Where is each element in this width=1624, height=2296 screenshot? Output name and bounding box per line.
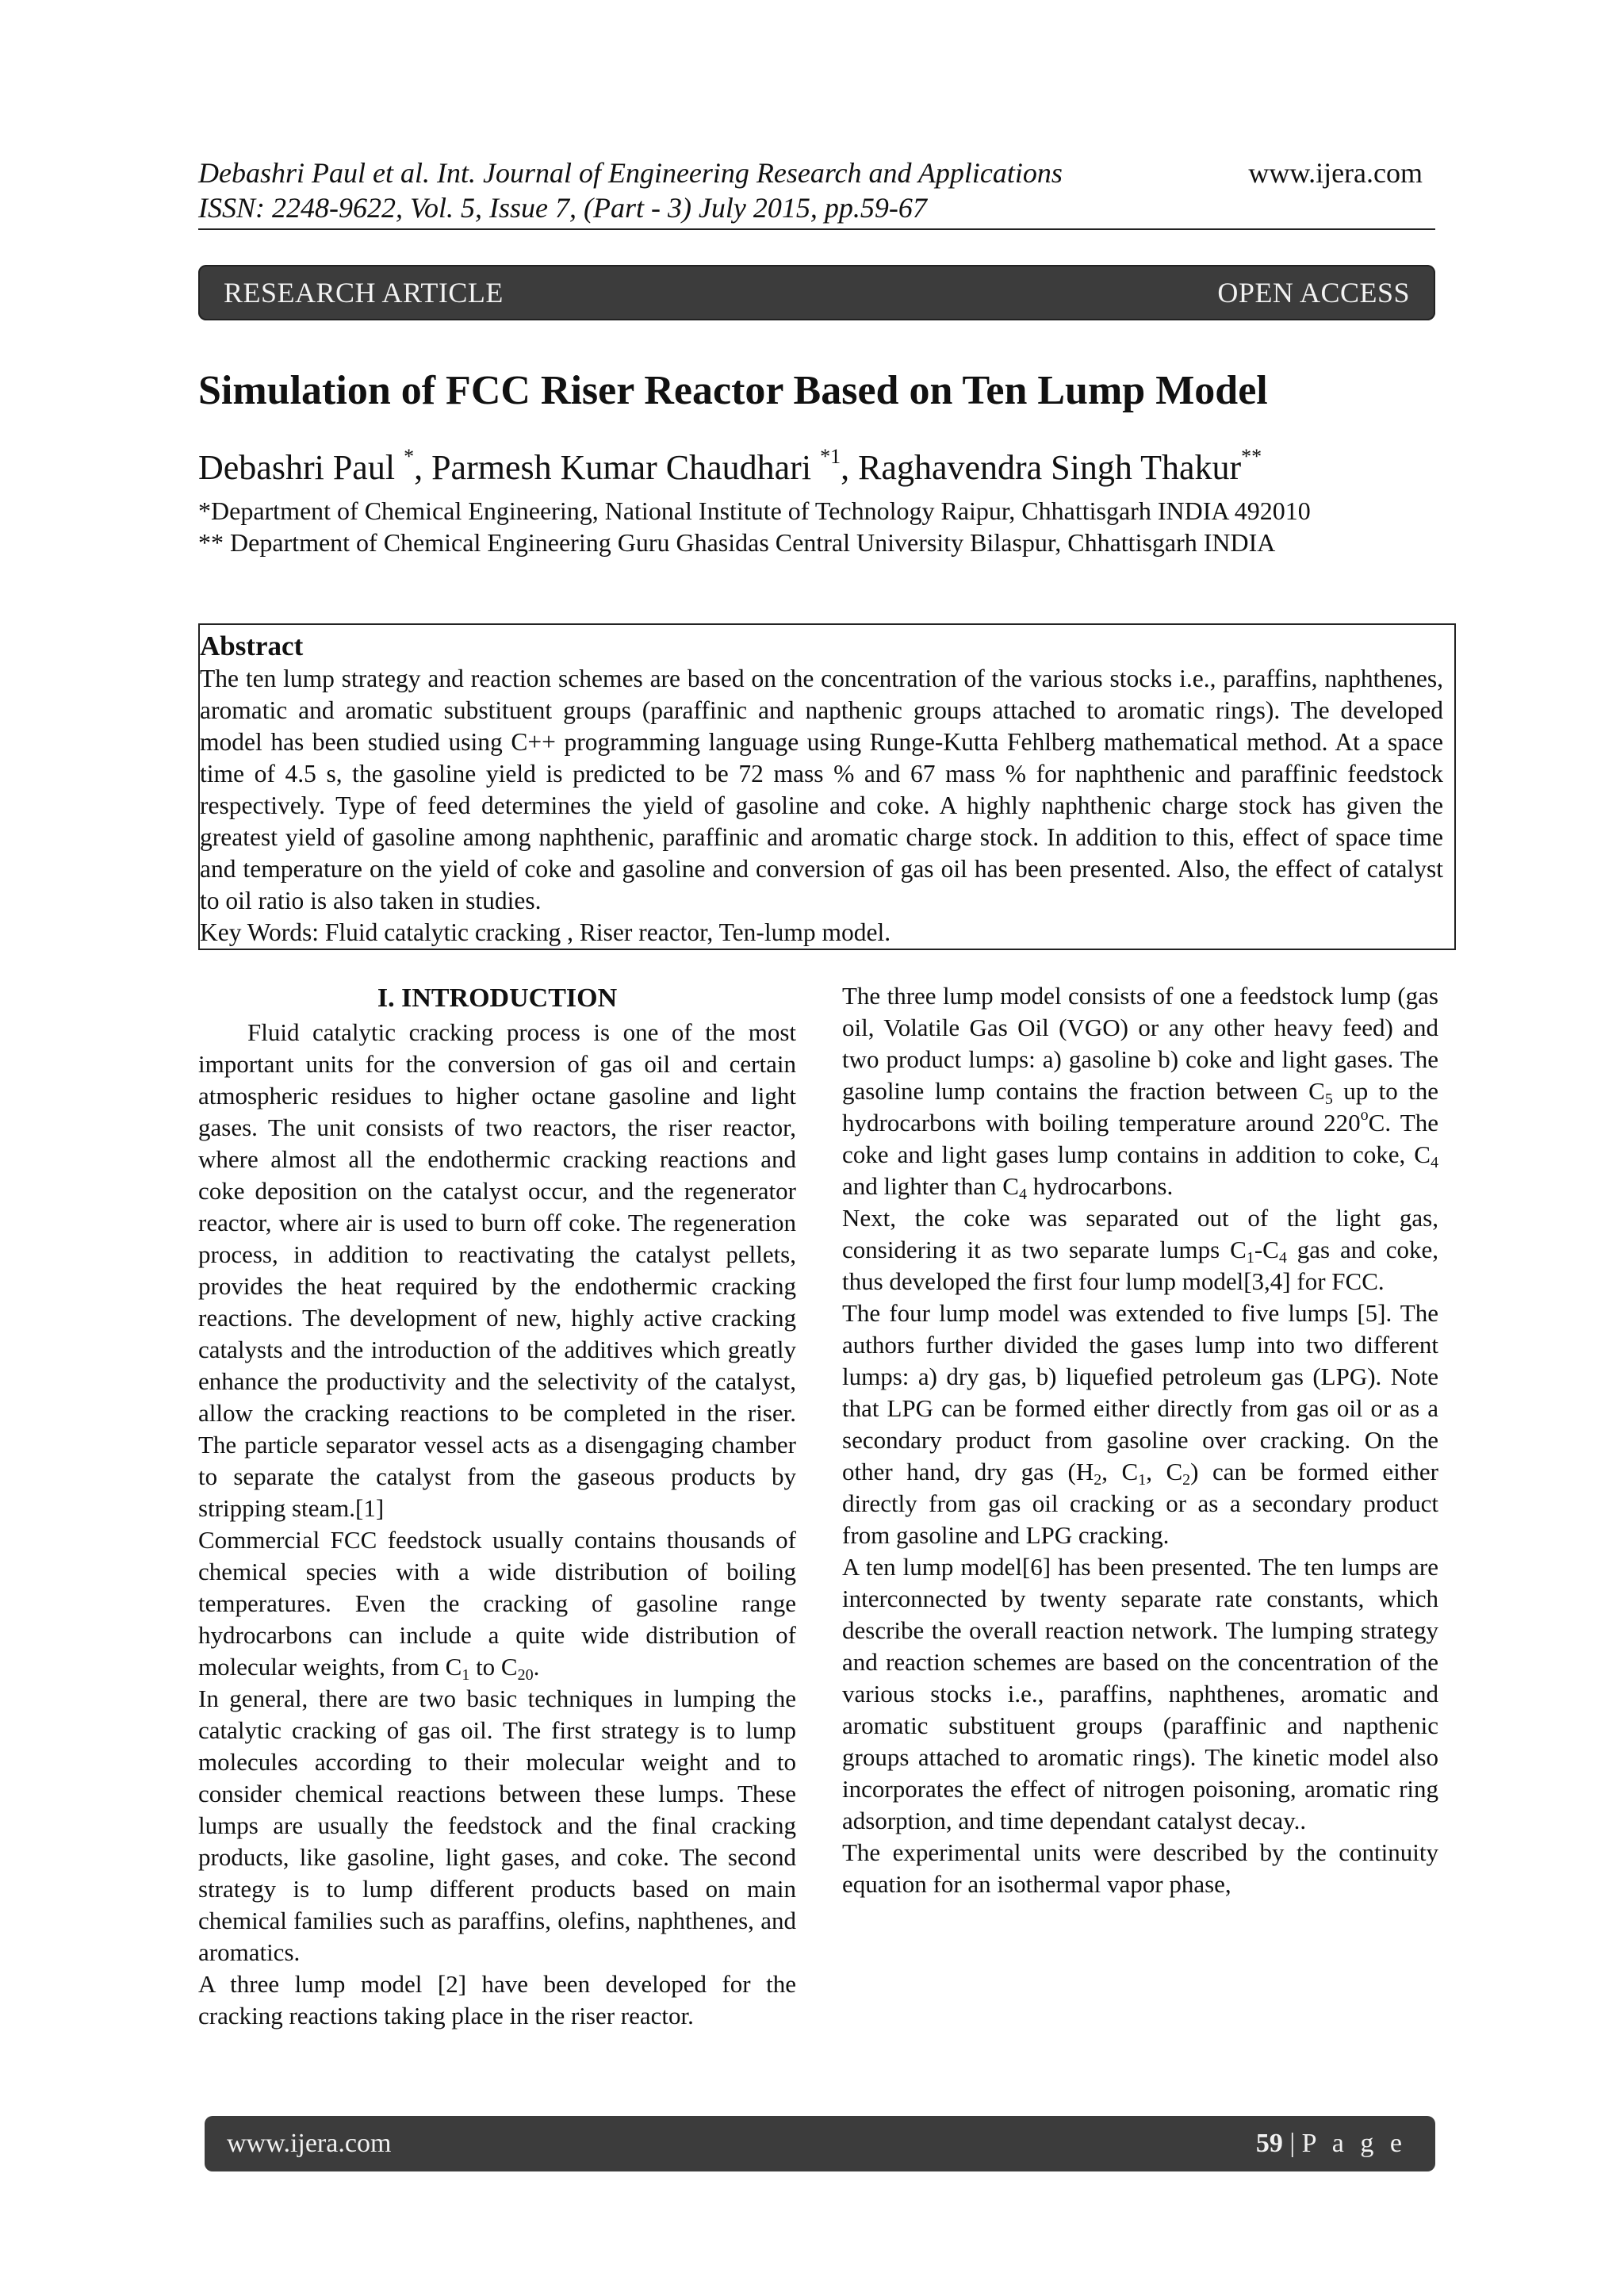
left-column (198, 982, 796, 2032)
author-3: , Raghavendra Singh Thakur (841, 448, 1242, 487)
right-paragraph-2: Next, the coke was separated out of the light gas, considering it as two separate lumps $C_1-C_4$ gas and coke, thus developed the first four lump model[3,4] for FCC. (842, 1204, 1438, 1295)
affiliation-2: ** Department of Chemical Engineering Guru Ghasidas Central University Bilaspur, Chhattisgarh INDIA (198, 528, 1276, 557)
open-access-label: OPEN ACCESS (1217, 277, 1410, 309)
author-3-mark: ** (1241, 445, 1262, 468)
footer-bar (205, 2116, 1435, 2171)
intro-paragraph-1: Fluid catalytic cracking process is one of the most important units for the conversion of gas oil and certain atmospheric residues to higher octane gasoline and light gases. The unit consists of two reactors, the riser reactor, where almost all the endothermic cracking reactions and coke deposition on the catalyst occur, and the regenerator reactor, where air is used to burn off coke. The regeneration process, in addition to reactivating the catalyst pellets, provides the heat required by the endothermic cracking reactions. The development of new, highly active cracking catalysts and the introduction of the additives which greatly enhance the productivity and the selectivity of the catalyst, allow the cracking reactions to be completed in the riser. The particle separator vessel acts as a disengaging chamber to separate the catalyst from the gaseous products by stripping steam.[1] (198, 1018, 796, 1522)
author-list (198, 444, 1435, 492)
page-number: 59 | P a g e (1255, 2129, 1407, 2158)
research-article-label: RESEARCH ARTICLE (224, 277, 504, 309)
right-paragraph-5: The experimental units were described by the continuity equation for an isothermal vapor phase, (842, 1838, 1438, 1898)
header-rule (198, 228, 1435, 230)
article-type-bar (198, 265, 1435, 320)
affiliation-1: *Department of Chemical Engineering, National Institute of Technology Raipur, Chhattisgarh INDIA 492010 (198, 496, 1311, 525)
author-2: , Parmesh Kumar Chaudhari (414, 448, 821, 487)
abstract-box (198, 623, 1456, 950)
author-1: Debashri Paul (198, 448, 404, 487)
section-heading-introduction: I. INTRODUCTION (377, 983, 618, 1013)
header-url: www.ijera.com (1248, 157, 1423, 189)
author-1-mark: * (404, 445, 415, 468)
keywords: Key Words: Fluid catalytic cracking , Riser reactor, Ten-lump model. (200, 918, 891, 946)
right-paragraph-4: A ten lump model[6] has been presented. The ten lumps are interconnected by twenty separate rate constants, which describe the overall reaction network. The lumping strategy and reaction schemes are based on the concentration of the various stocks i.e., paraffins, naphthenes, aromatic and aromatic substituent groups (paraffinic and napthenic groups attached to aromatic rings). The kinetic model also incorporates the effect of nitrogen poisoning, aromatic ring adsorption, and time dependant catalyst decay.. (842, 1553, 1438, 1834)
issn-line: ISSN: 2248-9622, Vol. 5, Issue 7, (Part - 3) July 2015, pp.59-67 (198, 192, 927, 224)
intro-paragraph-4: A three lump model [2] have been developed for the cracking reactions taking place in the riser reactor. (198, 1970, 796, 2030)
intro-paragraph-3: In general, there are two basic techniques in lumping the catalytic cracking of gas oil. The first strategy is to lump molecules according to their molecular weight and to consider chemical reactions between these lumps. These lumps are usually the feedstock and the final cracking products, like gasoline, light gases, and coke. The second strategy is to lump different products based on main chemical families such as paraffins, olefins, naphthenes, and aromatics. (198, 1685, 796, 1966)
right-paragraph-3: The four lump model was extended to five lumps [5]. The authors further divided the gases lump into two different lumps: a) dry gas, b) liquefied petroleum gas (LPG). Note that LPG can be formed either directly from gas oil or as a secondary product from gasoline over cracking. On the other hand, dry gas ($H_2$, $C_1$, $C_2$) can be formed either directly from gas oil cracking or as a secondary product from gasoline and LPG cracking. (842, 1299, 1438, 1549)
abstract-text: The ten lump strategy and reaction schemes are based on the concentration of the various stocks i.e., paraffins, naphthenes, aromatic and aromatic substituent groups (paraffinic and napthenic groups attached to aromatic rings). The developed model has been studied using C++ programming language using Runge-Kutta Fehlberg mathematical method. At a space time of 4.5 s, the gasoline yield is predicted to be 72 mass % and 67 mass % for naphthenic and paraffinic feedstock respectively. Type of feed determines the yield of gasoline and coke. A highly naphthenic charge stock has given the greatest yield of gasoline among naphthenic, paraffinic and aromatic charge stock. In addition to this, effect of space time and temperature on the yield of coke and gasoline and conversion of gas oil has been presented. Also, the effect of catalyst to oil ratio is also taken in studies. (200, 665, 1443, 914)
footer-url: www.ijera.com (227, 2129, 392, 2158)
intro-paragraph-2: Commercial FCC feedstock usually contains thousands of chemical species with a wide distribution of boiling temperatures. Even the cracking of gasoline range hydrocarbons can include a quite wide distribution of molecular weights, from $C_1$ to $C_{20}$. (198, 1526, 796, 1684)
right-paragraph-1: The three lump model consists of one a feedstock lump (gas oil, Volatile Gas Oil (VGO) or any other heavy feed) and two product lumps: a) gasoline b) coke and light gases. The gasoline lump contains the fraction between $C_5$ up to the hydrocarbons with boiling temperature around 220$^o$C. The coke and light gases lump contains in addition to coke, $C_4$ and lighter than $C_4$ hydrocarbons. (842, 982, 1438, 1203)
author-2-mark: *1 (820, 445, 841, 468)
journal-citation-line: Debashri Paul et al. Int. Journal of Engineering Research and Applications (198, 157, 1063, 189)
right-column (842, 980, 1438, 1900)
abstract-heading: Abstract (200, 631, 304, 661)
paper-title: Simulation of FCC Riser Reactor Based on Ten Lump Model (198, 368, 1268, 413)
